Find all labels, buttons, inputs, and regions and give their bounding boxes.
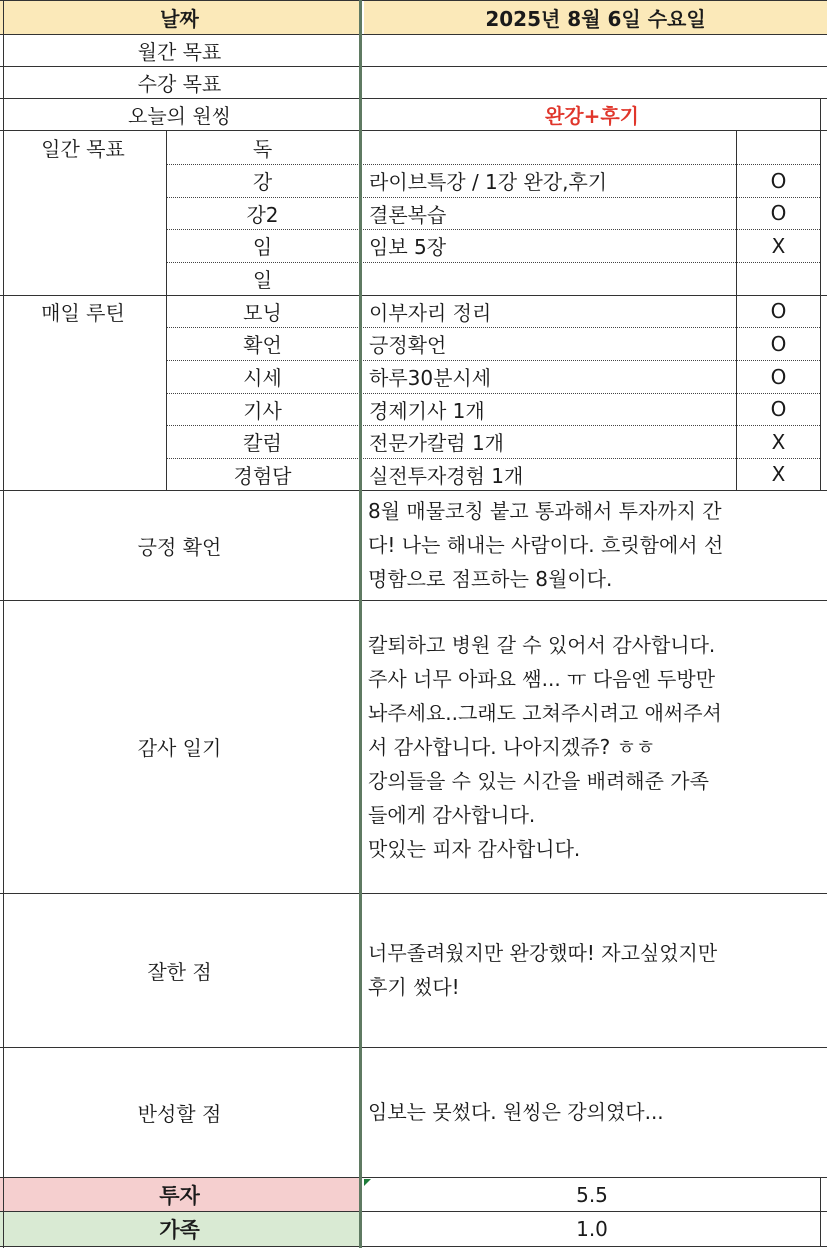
grid-line-dotted: [166, 229, 820, 230]
routine-task[interactable]: 실전투자경험 1개: [369, 463, 524, 488]
grid-line: [0, 893, 827, 894]
grid-line: [736, 130, 737, 490]
column-divider: [359, 0, 362, 1248]
daily-goal-mark[interactable]: [737, 262, 820, 295]
grid-line: [0, 0, 827, 1]
routine-mark[interactable]: O: [770, 364, 787, 389]
grid-line-dotted: [166, 197, 820, 198]
grid-line: [0, 1246, 827, 1247]
grid-line: [820, 98, 821, 490]
daily-routine-section-label[interactable]: 매일 루틴: [41, 300, 125, 325]
daily-goal-mark[interactable]: O: [770, 168, 787, 193]
date-value-cell[interactable]: 2025년 8월 6일 수요일: [364, 0, 827, 34]
routine-key[interactable]: 칼럼: [243, 431, 282, 455]
grid-line: [166, 130, 167, 490]
one-thing-label[interactable]: 오늘의 원씽: [128, 103, 231, 128]
good-points-text[interactable]: 너무졸려웠지만 완강했따! 자고싶었지만 후기 썼다!: [368, 941, 718, 999]
good-points-label[interactable]: 잘한 점: [147, 959, 212, 984]
date-label-cell[interactable]: 날짜: [0, 0, 359, 34]
daily-goal-mark[interactable]: O: [770, 201, 787, 225]
grid-line-dotted: [166, 458, 820, 459]
grid-line-dotted: [166, 393, 820, 394]
daily-goal-mark[interactable]: X: [771, 233, 786, 258]
daily-goal-task[interactable]: 라이브특강 / 1강 완강,후기: [369, 170, 608, 194]
grid-line: [0, 1211, 827, 1212]
grid-line: [0, 490, 827, 491]
routine-mark[interactable]: O: [770, 397, 787, 421]
daily-goals-section-label[interactable]: 일간 목표: [41, 137, 125, 161]
reflection-label[interactable]: 반성할 점: [137, 1101, 222, 1126]
grid-line: [0, 66, 827, 67]
daily-goal-key[interactable]: 독: [252, 137, 273, 161]
daily-goal-task[interactable]: [364, 131, 736, 164]
daily-goal-mark[interactable]: [737, 131, 820, 164]
routine-key[interactable]: 확언: [243, 333, 282, 357]
daily-goal-key[interactable]: 강2: [246, 202, 279, 227]
daily-goal-key[interactable]: 임: [252, 235, 273, 259]
routine-key[interactable]: 시세: [243, 366, 282, 390]
affirmation-text[interactable]: 8월 매물코칭 붙고 통과해서 투자까지 간 다! 나는 해내는 사람이다. 흐릿함에서 선 명함으로 점프하는 8월이다.: [368, 499, 724, 591]
grid-line-dotted: [166, 327, 820, 328]
grid-line-dotted: [166, 425, 820, 426]
family-score-value[interactable]: 1.0: [576, 1217, 608, 1241]
family-score-label[interactable]: 가족: [0, 1212, 359, 1246]
affirmation-label[interactable]: 긍정 확언: [137, 534, 222, 559]
grid-line: [0, 1177, 827, 1178]
routine-task[interactable]: 전문가칼럼 1개: [369, 431, 505, 455]
routine-mark[interactable]: X: [771, 462, 786, 486]
one-thing-value[interactable]: 완강+후기: [544, 103, 640, 128]
grid-line: [0, 130, 827, 131]
gratitude-label[interactable]: 감사 일기: [137, 736, 222, 760]
routine-mark[interactable]: X: [771, 429, 786, 454]
grid-line-dotted: [166, 262, 820, 263]
grid-line: [0, 1047, 827, 1048]
daily-goal-task[interactable]: 임보 5장: [369, 235, 447, 259]
invest-score-label[interactable]: 투자: [0, 1178, 359, 1211]
reflection-text[interactable]: 임보는 못썼다. 원씽은 강의였다...: [368, 1100, 664, 1124]
course-goal-value[interactable]: [364, 66, 827, 98]
routine-task[interactable]: 이부자리 정리: [369, 300, 492, 325]
daily-goal-task[interactable]: 결론복습: [369, 202, 447, 227]
daily-goal-key[interactable]: 일: [252, 268, 273, 292]
daily-goal-task[interactable]: [364, 262, 736, 295]
grid-line: [0, 98, 827, 99]
invest-score-value[interactable]: 5.5: [576, 1182, 608, 1207]
grid-line: [0, 295, 827, 296]
grid-line: [0, 34, 827, 35]
grid-line-dotted: [166, 164, 820, 165]
routine-task[interactable]: 하루30분시세: [369, 366, 492, 390]
routine-mark[interactable]: O: [770, 331, 787, 356]
monthly-goal-value[interactable]: [364, 34, 827, 66]
cell-comment-marker: [364, 1179, 371, 1186]
routine-mark[interactable]: O: [770, 299, 787, 323]
grid-line: [3, 0, 4, 1248]
monthly-goal-label[interactable]: 월간 목표: [137, 39, 222, 64]
gratitude-text[interactable]: 칼퇴하고 병원 갈 수 있어서 감사합니다. 주사 너무 아파요 쌤... ㅠ 다음엔 두방만 놔주세요..그래도 고쳐주시려고 애써주셔 서 감사합니다. 나아지겠쥬? ㅎㅎ 강의들을 수 있는 시간을 배려해준 가족 들에게 감사합니다. 맛있는 피자 감사합니다.: [368, 632, 722, 861]
routine-key[interactable]: 모닝: [243, 300, 282, 325]
routine-key[interactable]: 기사: [243, 398, 282, 423]
grid-line-dotted: [166, 360, 820, 361]
course-goal-label[interactable]: 수강 목표: [137, 71, 222, 96]
grid-line: [0, 600, 827, 601]
routine-key[interactable]: 경험담: [233, 463, 292, 488]
grid-line: [820, 1177, 821, 1247]
routine-task[interactable]: 긍정확언: [369, 333, 447, 357]
routine-task[interactable]: 경제기사 1개: [369, 398, 485, 423]
daily-goal-key[interactable]: 강: [252, 170, 273, 194]
